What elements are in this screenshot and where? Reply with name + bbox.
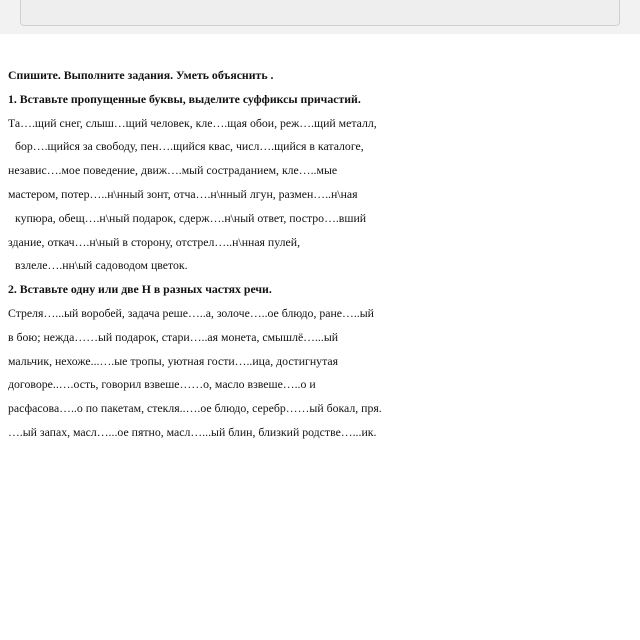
search-bar[interactable]	[20, 0, 620, 26]
task1-line: бор….щийся за свободу, пен….щийся квас, числ….щийся в каталоге,	[15, 139, 364, 154]
document-title: Спишите. Выполните задания. Уметь объяснить .	[8, 68, 274, 82]
task2-heading: 2. Вставьте одну или две Н в разных частях речи.	[8, 282, 272, 297]
task2-line: мальчик, нехоже...….ые тропы, уютная гости…..ица, достигнутая	[8, 353, 339, 368]
task2-line: расфасова…..о по пакетам, стекля..….ое блюдо, серебр……ый бокал, пря.	[8, 401, 382, 416]
task2-line: в бою; нежда……ый подарок, стари…..ая монета, смышлё…...ый	[8, 329, 339, 344]
top-bar	[0, 0, 640, 34]
task1-line: независ….мое поведение, движ….мый состраданием, кле…..мые	[8, 163, 338, 178]
task1-line: здание, откач….н\ный в сторону, отстрел…..н\нная пулей,	[8, 234, 301, 249]
task1-line: купюра, обещ….н\ный подарок, сдерж….н\ный ответ, постро….вший	[15, 210, 367, 225]
task2-line: ….ый запах, масл…...ое пятно, масл…...ый блин, близкий родстве…...ик.	[8, 424, 377, 439]
task2-line: договоре..….ость, говорил взвеше……о, масло взвеше…..о и	[8, 377, 316, 392]
task1-line: мастером, потер…..н\нный зонт, отча….н\нный лгун, размен…..н\ная	[8, 186, 358, 201]
document-text	[8, 64, 636, 445]
task1-line: Та….щий снег, слыш…щий человек, кле….щая обои, реж….щий металл,	[8, 115, 377, 130]
task2-line: Стреля…...ый воробей, задача реше…..а, золоче…..ое блюдо, ране…..ый	[8, 305, 374, 320]
task1-line: взлеле….нн\ый садоводом цветок.	[15, 258, 188, 273]
task1-heading: 1. Вставьте пропущенные буквы, выделите суффиксы причастий.	[8, 91, 361, 106]
